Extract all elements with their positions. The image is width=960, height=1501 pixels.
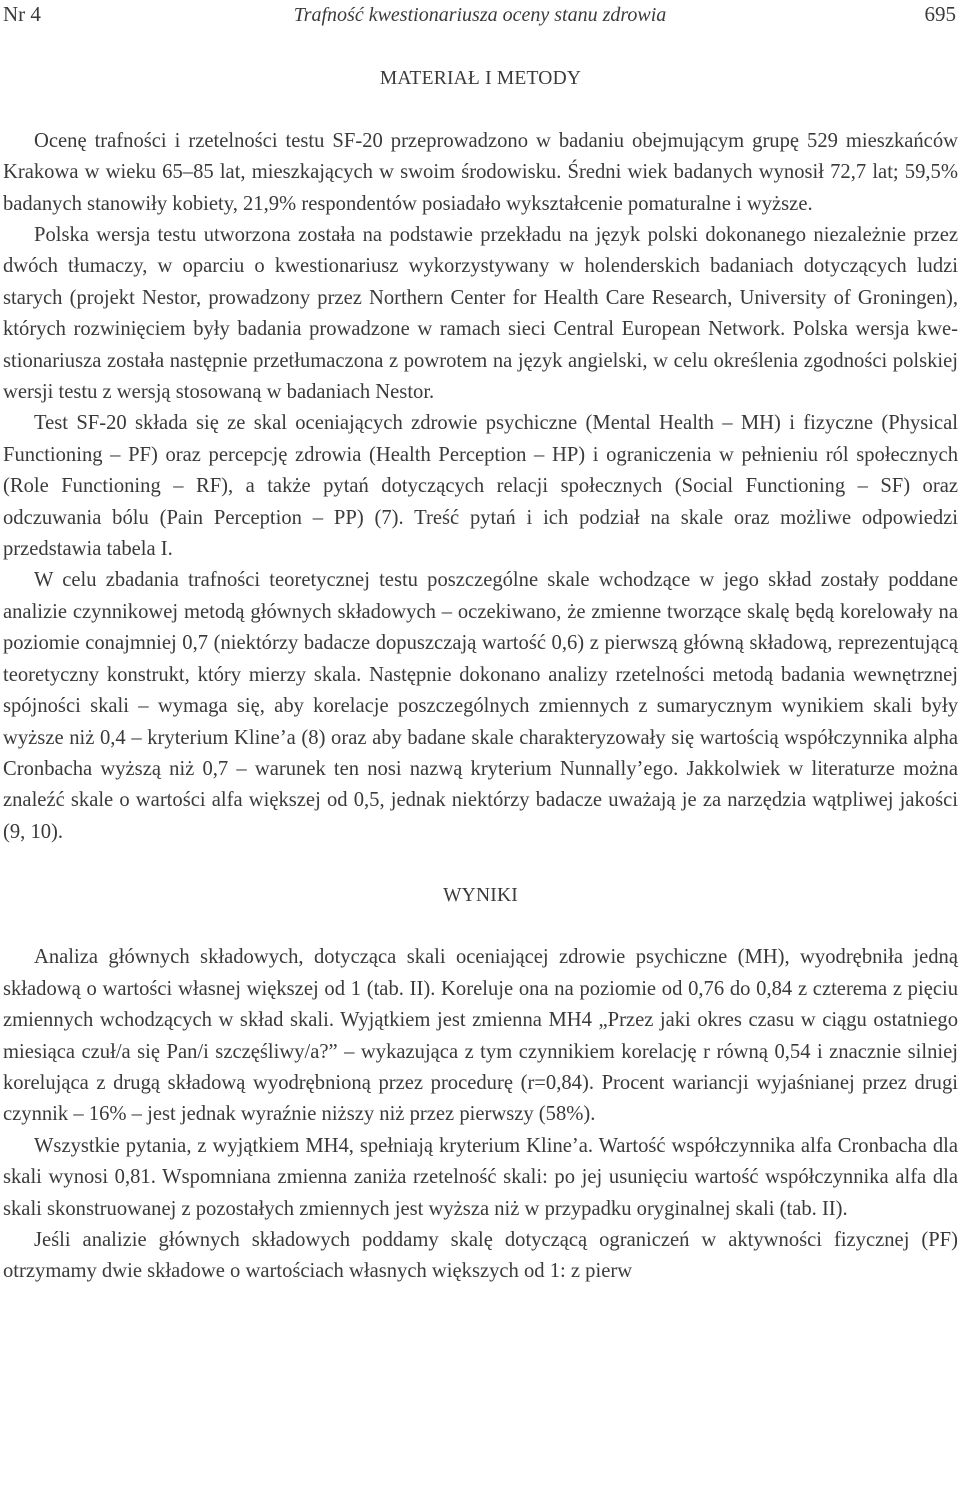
paragraph: Polska wersja testu utworzona została na podstawie przekładu na język polski dokonanego niezależnie przez dwóch tłumaczy, w oparciu o kwestionariusz wykorzystywany w holenderskich badaniach dotyczących ludzi starych (projekt Nestor, prowadzony przez Northern Center for Health Care Research, University of Groningen), których rozwinięciem były badania prowadzone w ramach sieci Central European Network. Polska wersja kwestionariusza została następnie przetłumaczona z powrotem na język angielski, w celu określenia zgodności polskiej wersji testu z wersją stosowaną w badaniach Nestor. [3,224,958,404]
spacer [3,911,958,942]
paragraph: W celu zbadania trafności teoretycznej testu poszczególne skale wchodzące w jego skład zostały poddane analizie czynnikowej metodą głównych składowych – oczekiwano, że zmienne tworzące skalę będą korelowały na poziomie conajmniej 0,7 (niektórzy badacze dopuszczają wartość 0,6) z pierwszą główną składową, reprezentującą teoretyczny konstrukt, który mierzy skala. Następnie dokonano analizy rzetelności metodą badania wewnętrznej spójności skali – wymaga się, aby korelacje poszczególnych zmiennych z sumarycznym wynikiem skali były wyższe niż 0,4 – kryterium Kline’a (8) oraz aby badane skale charakteryzowały się wartością współczynnika alpha Cronbacha wyższą niż 0,7 – warunek ten nosi nazwą kryterium Nunnally’ego. Jakkolwiek w literaturze można znaleźć skale o wartości alfa większej od 0,5, jednak niektórzy badacze uważają je za narzędzia wątpliwej jakości (9, 10). [3,569,958,843]
running-head [0,2,960,32]
paragraph: Test SF-20 składa się ze skal oceniających zdrowie psychiczne (Mental Health – MH) i fizyczne (Physical Functioning – PF) oraz percepcję zdrowia (Health Perception – HP) i ograniczenia w pełnieniu ról społecznych (Role Functioning – RF), a także pytań dotyczących relacji społecznych (Social Functioning – SF) oraz odczuwania bólu (Pain Perception – PP) (7). Treść pytań i ich podział na skale oraz możliwe odpowiedzi przedstawia tabela I. [3,412,958,561]
spacer [3,94,958,125]
paragraph: Ocenę trafności i rzetelności testu SF-20 przeprowadzono w badaniu obejmującym grupę 529 mieszkańców Krakowa w wieku 65–85 lat, mieszkających w swoim środowisku. Średni wiek badanych wynosił 72,7 lat; 59,5% badanych stanowiły kobiety, 21,9% respondentów posiadało wykształcenie pomaturalne i wyższe. [3,129,958,215]
section-heading-results: WYNIKI [443,884,518,906]
paragraph: Analiza głównych składowych, dotycząca skali oceniającej zdrowie psychiczne (MH), wyodrębniła jedną składową o wartości własnej większej od 1 (tab. II). Koreluje ona na poziomie od 0,76 do 0,84 z czterema z pięciu zmiennych wchodzących w skład skali. Wyjątkiem jest zmienna MH4 „Przez jaki okres czasu w ciągu ostatniego miesiąca czuł/a się Pan/i szczęśliwy/a?” – wykazująca z tym czynnikiem korelację r równą 0,54 i znacznie silniej korelująca z drugą składową wyodrębnioną przez procedurę (r=0,84). Procent wariancji wyjaśnianej przez drugi czynnik – 16% – jest jednak wyraźnie niższy niż przez pierwszy (58%). [3,946,958,1126]
paragraph: Jeśli analizie głównych składowych poddamy skalę dotyczącą ograniczeń w aktywności fizycznej (PF) otrzymamy dwie składowe o wartościach własnych większych od 1: z pierw [3,1228,958,1283]
section-heading-methods: MATERIAŁ I METODY [379,68,582,89]
paragraph: Wszystkie pytania, z wyjątkiem MH4, spełniają kryterium Kline’a. Wartość współczynnika alfa Cronbacha dla skali wynosi 0,81. Wspomniana zmienna zaniża rzetelność skali: po jej usunięciu wartość współczynnika alfa dla skali skonstruowanej z pozostałych zmiennych jest wyższa niż w przypadku oryginalnej skali (tab. II). [3,1134,958,1220]
article-body [3,63,958,1288]
page-number: 695 [924,2,956,26]
running-title: Trafność kwestionariusza oceny stanu zdrowia [293,4,667,26]
issue-number: Nr 4 [3,2,41,26]
